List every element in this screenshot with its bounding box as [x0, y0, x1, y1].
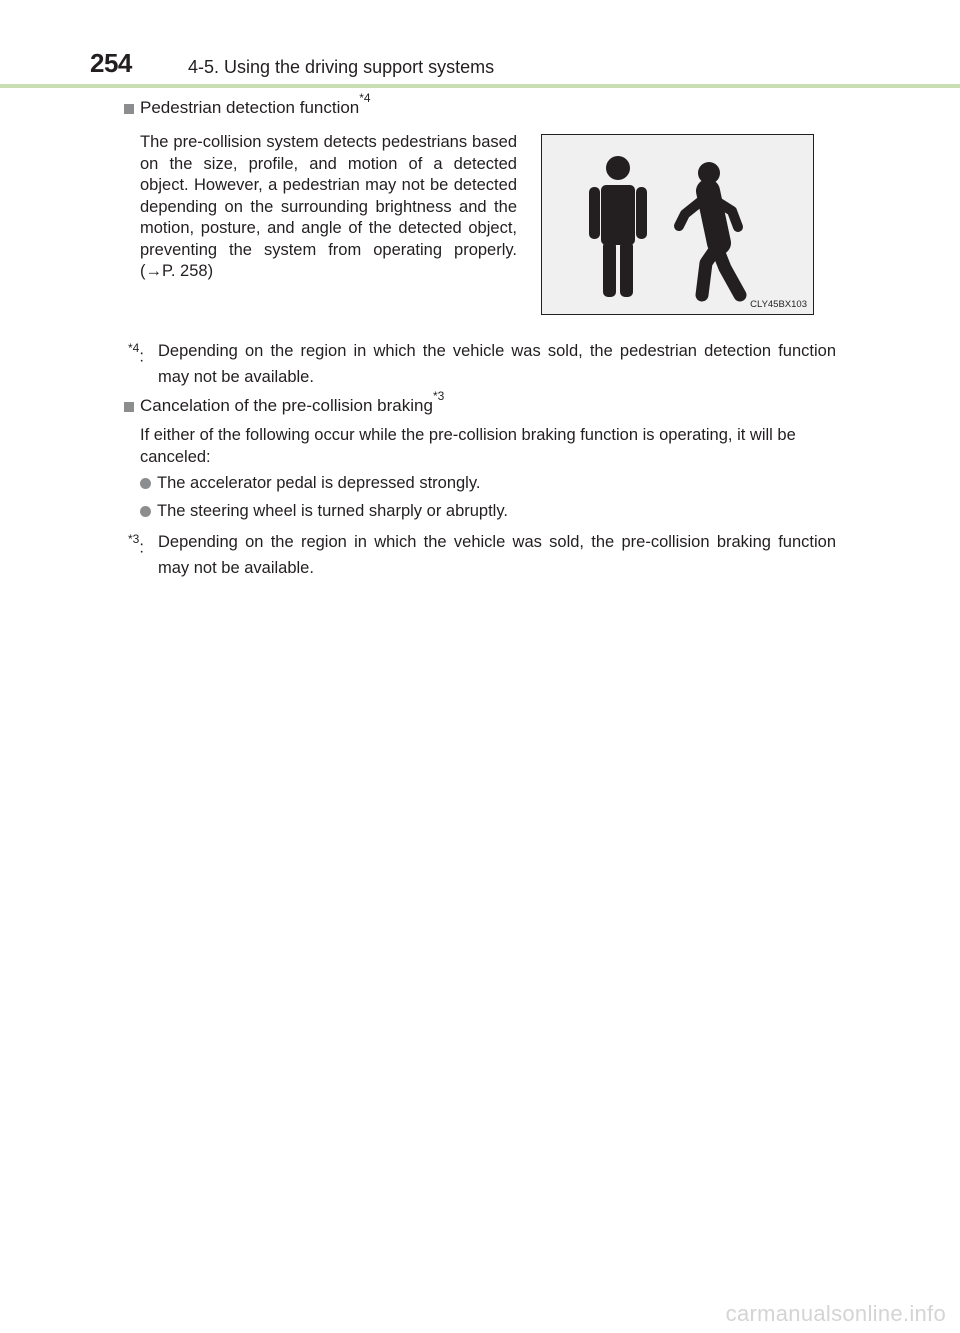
pedestrian-illustration: [542, 135, 812, 313]
cancelation-footnote-text: Depending on the region in which the vehicle was sold, the pre-collision braking function may not be available.: [158, 533, 836, 577]
cancelation-heading-mark: *3: [432, 389, 445, 403]
circle-bullet-icon: [140, 478, 151, 489]
pedestrian-paragraph: The pre-collision system detects pedestrians based on the size, profile, and motion of a detected object. However, a pedestrian may not be detected depending on the surrounding brightness and the motion, posture, and angle of the detected object, preventing the system from operating properly. (→P. 258): [140, 133, 517, 280]
pedestrian-footnote: [128, 338, 836, 390]
pedestrian-heading-mark: *4: [359, 91, 371, 105]
footnote-marker: $^{*3}$:: [128, 532, 144, 557]
square-bullet-icon: [124, 104, 134, 114]
pedestrian-figure: [541, 134, 814, 315]
cancelation-paragraph: If either of the following occur while the pre-collision braking function is operating, it will be canceled:: [140, 426, 796, 466]
footnote-marker: $^{*4}$:: [128, 341, 144, 366]
cancelation-heading-text: Cancelation of the pre-collision braking: [140, 396, 433, 415]
square-bullet-icon: [124, 402, 134, 412]
pedestrian-heading-text: Pedestrian detection function: [140, 98, 360, 117]
list-item-text: The steering wheel is turned sharply or abruptly.: [157, 502, 508, 520]
list-item-text: The accelerator pedal is depressed strongly.: [157, 474, 481, 492]
pedestrian-footnote-text: Depending on the region in which the vehicle was sold, the pedestrian detection function may not be available.: [158, 342, 836, 386]
page-number: 254: [90, 48, 132, 78]
list-item: [140, 474, 480, 493]
cancelation-heading: [124, 389, 445, 416]
list-item: [140, 502, 508, 521]
circle-bullet-icon: [140, 506, 151, 517]
watermark: carmanualsonline.info: [725, 1301, 946, 1326]
header-divider: [0, 84, 960, 88]
section-title: 4-5. Using the driving support systems: [188, 57, 495, 77]
page-header: [0, 0, 960, 90]
standing-person-icon: [589, 156, 647, 297]
cancelation-footnote: [128, 529, 836, 581]
figure-code: CLY45BX103: [750, 299, 807, 310]
walking-person-icon: [679, 162, 740, 295]
pedestrian-heading: [124, 91, 371, 118]
